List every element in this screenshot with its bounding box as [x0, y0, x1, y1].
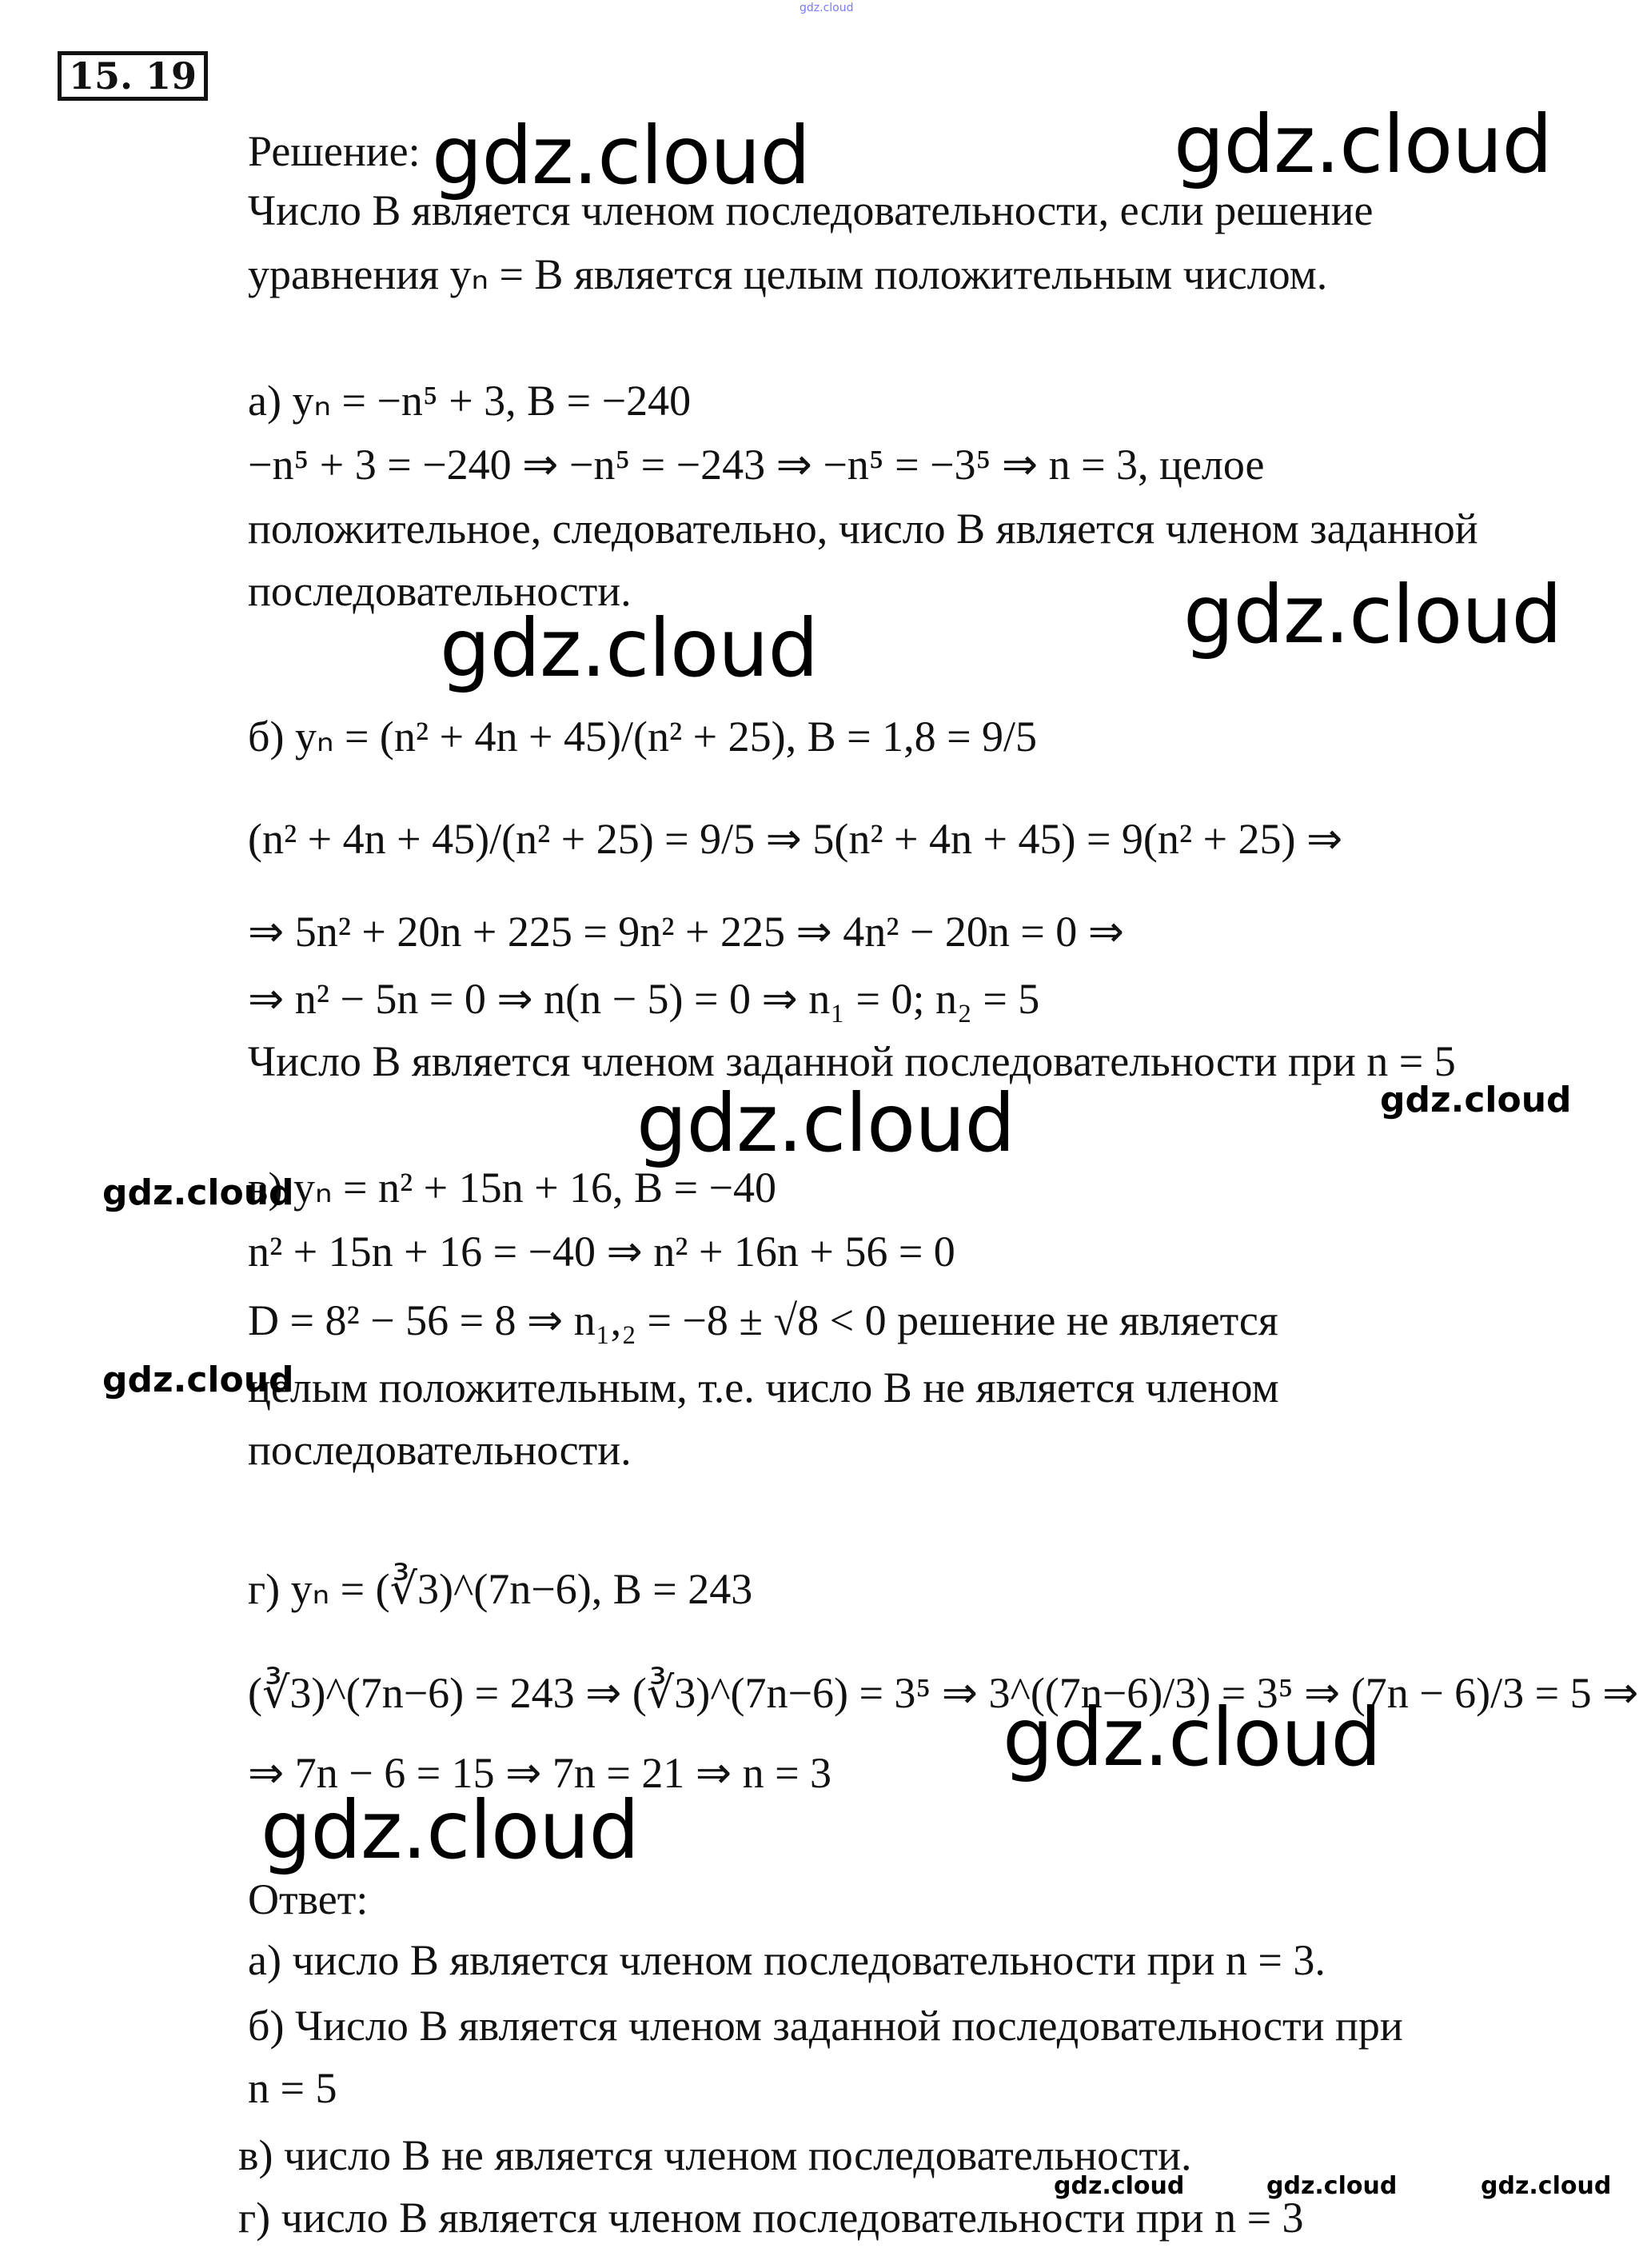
answer-label: Ответ:	[248, 1875, 369, 1923]
part-b-line-2: (n² + 4n + 45)/(n² + 25) = 9/5 ⇒ 5(n² + 4n + 45) = 9(n² + 25) ⇒	[248, 815, 1343, 863]
answer-c: в) число B не является членом последовательности.	[238, 2131, 1192, 2179]
part-a-line-3: положительное, следовательно, число B является членом заданной	[248, 505, 1478, 553]
answer-a: а) число B является членом последовательности при n = 3.	[248, 1936, 1326, 1984]
watermark: gdz.cloud	[1174, 98, 1553, 191]
part-d-line-2: (∛3)^(7n−6) = 243 ⇒ (∛3)^(7n−6) = 3⁵ ⇒ 3^((7n−6)/3) = 3⁵ ⇒ (7n − 6)/3 = 5 ⇒	[248, 1669, 1639, 1717]
watermark: gdz.cloud	[636, 1076, 1015, 1170]
part-c-line-1: в) yₙ = n² + 15n + 16, B = −40	[248, 1164, 776, 1212]
answer-b-line-2: n = 5	[248, 2064, 337, 2112]
watermark: gdz.cloud	[261, 1783, 640, 1877]
part-a-line-4: последовательности.	[248, 567, 632, 615]
answer-b-line-1: б) Число B является членом заданной последовательности при	[248, 2002, 1403, 2050]
watermark: gdz.cloud	[440, 601, 819, 695]
part-c-line-4: целым положительным, т.е. число B не является членом	[248, 1364, 1279, 1412]
watermark: gdz.cloud	[800, 2, 854, 14]
watermark: gdz.cloud	[102, 1172, 294, 1213]
part-c-line-5: последовательности.	[248, 1426, 632, 1474]
part-b-line-4: ⇒ n² − 5n = 0 ⇒ n(n − 5) = 0 ⇒ n₁ = 0; n₂ = 5	[248, 975, 1040, 1023]
part-a-line-1: а) yₙ = −n⁵ + 3, B = −240	[248, 377, 692, 425]
intro-line-2: уравнения yₙ = B является целым положительным числом.	[248, 250, 1328, 298]
watermark: gdz.cloud	[1481, 2172, 1612, 2200]
watermark: gdz.cloud	[102, 1360, 294, 1400]
part-d-line-1: г) yₙ = (∛3)^(7n−6), B = 243	[248, 1565, 753, 1613]
answer-d: г) число B является членом последовательности при n = 3	[238, 2194, 1304, 2242]
intro-line-1: Число B является членом последовательности, если решение	[248, 186, 1374, 234]
watermark: gdz.cloud	[1380, 1080, 1572, 1120]
watermark: gdz.cloud	[1054, 2172, 1185, 2200]
watermark: gdz.cloud	[1183, 568, 1562, 661]
part-d-line-3: ⇒ 7n − 6 = 15 ⇒ 7n = 21 ⇒ n = 3	[248, 1749, 832, 1797]
watermark: gdz.cloud	[1003, 1691, 1382, 1784]
part-b-line-5: Число B является членом заданной последовательности при n = 5	[248, 1037, 1456, 1085]
part-b-line-3: ⇒ 5n² + 20n + 225 = 9n² + 225 ⇒ 4n² − 20n = 0 ⇒	[248, 908, 1125, 956]
part-a-line-2: −n⁵ + 3 = −240 ⇒ −n⁵ = −243 ⇒ −n⁵ = −3⁵ ⇒ n = 3, целое	[248, 441, 1265, 489]
part-c-line-3: D = 8² − 56 = 8 ⇒ n₁,₂ = −8 ± √8 < 0 решение не является	[248, 1296, 1278, 1344]
watermark: gdz.cloud	[1266, 2172, 1398, 2200]
part-c-line-2: n² + 15n + 16 = −40 ⇒ n² + 16n + 56 = 0	[248, 1228, 955, 1276]
solution-label: Решение:	[248, 127, 421, 175]
part-b-line-1: б) yₙ = (n² + 4n + 45)/(n² + 25), B = 1,8 = 9/5	[248, 713, 1038, 761]
watermark: gdz.cloud	[432, 109, 811, 202]
problem-number: 15. 19	[58, 51, 208, 101]
